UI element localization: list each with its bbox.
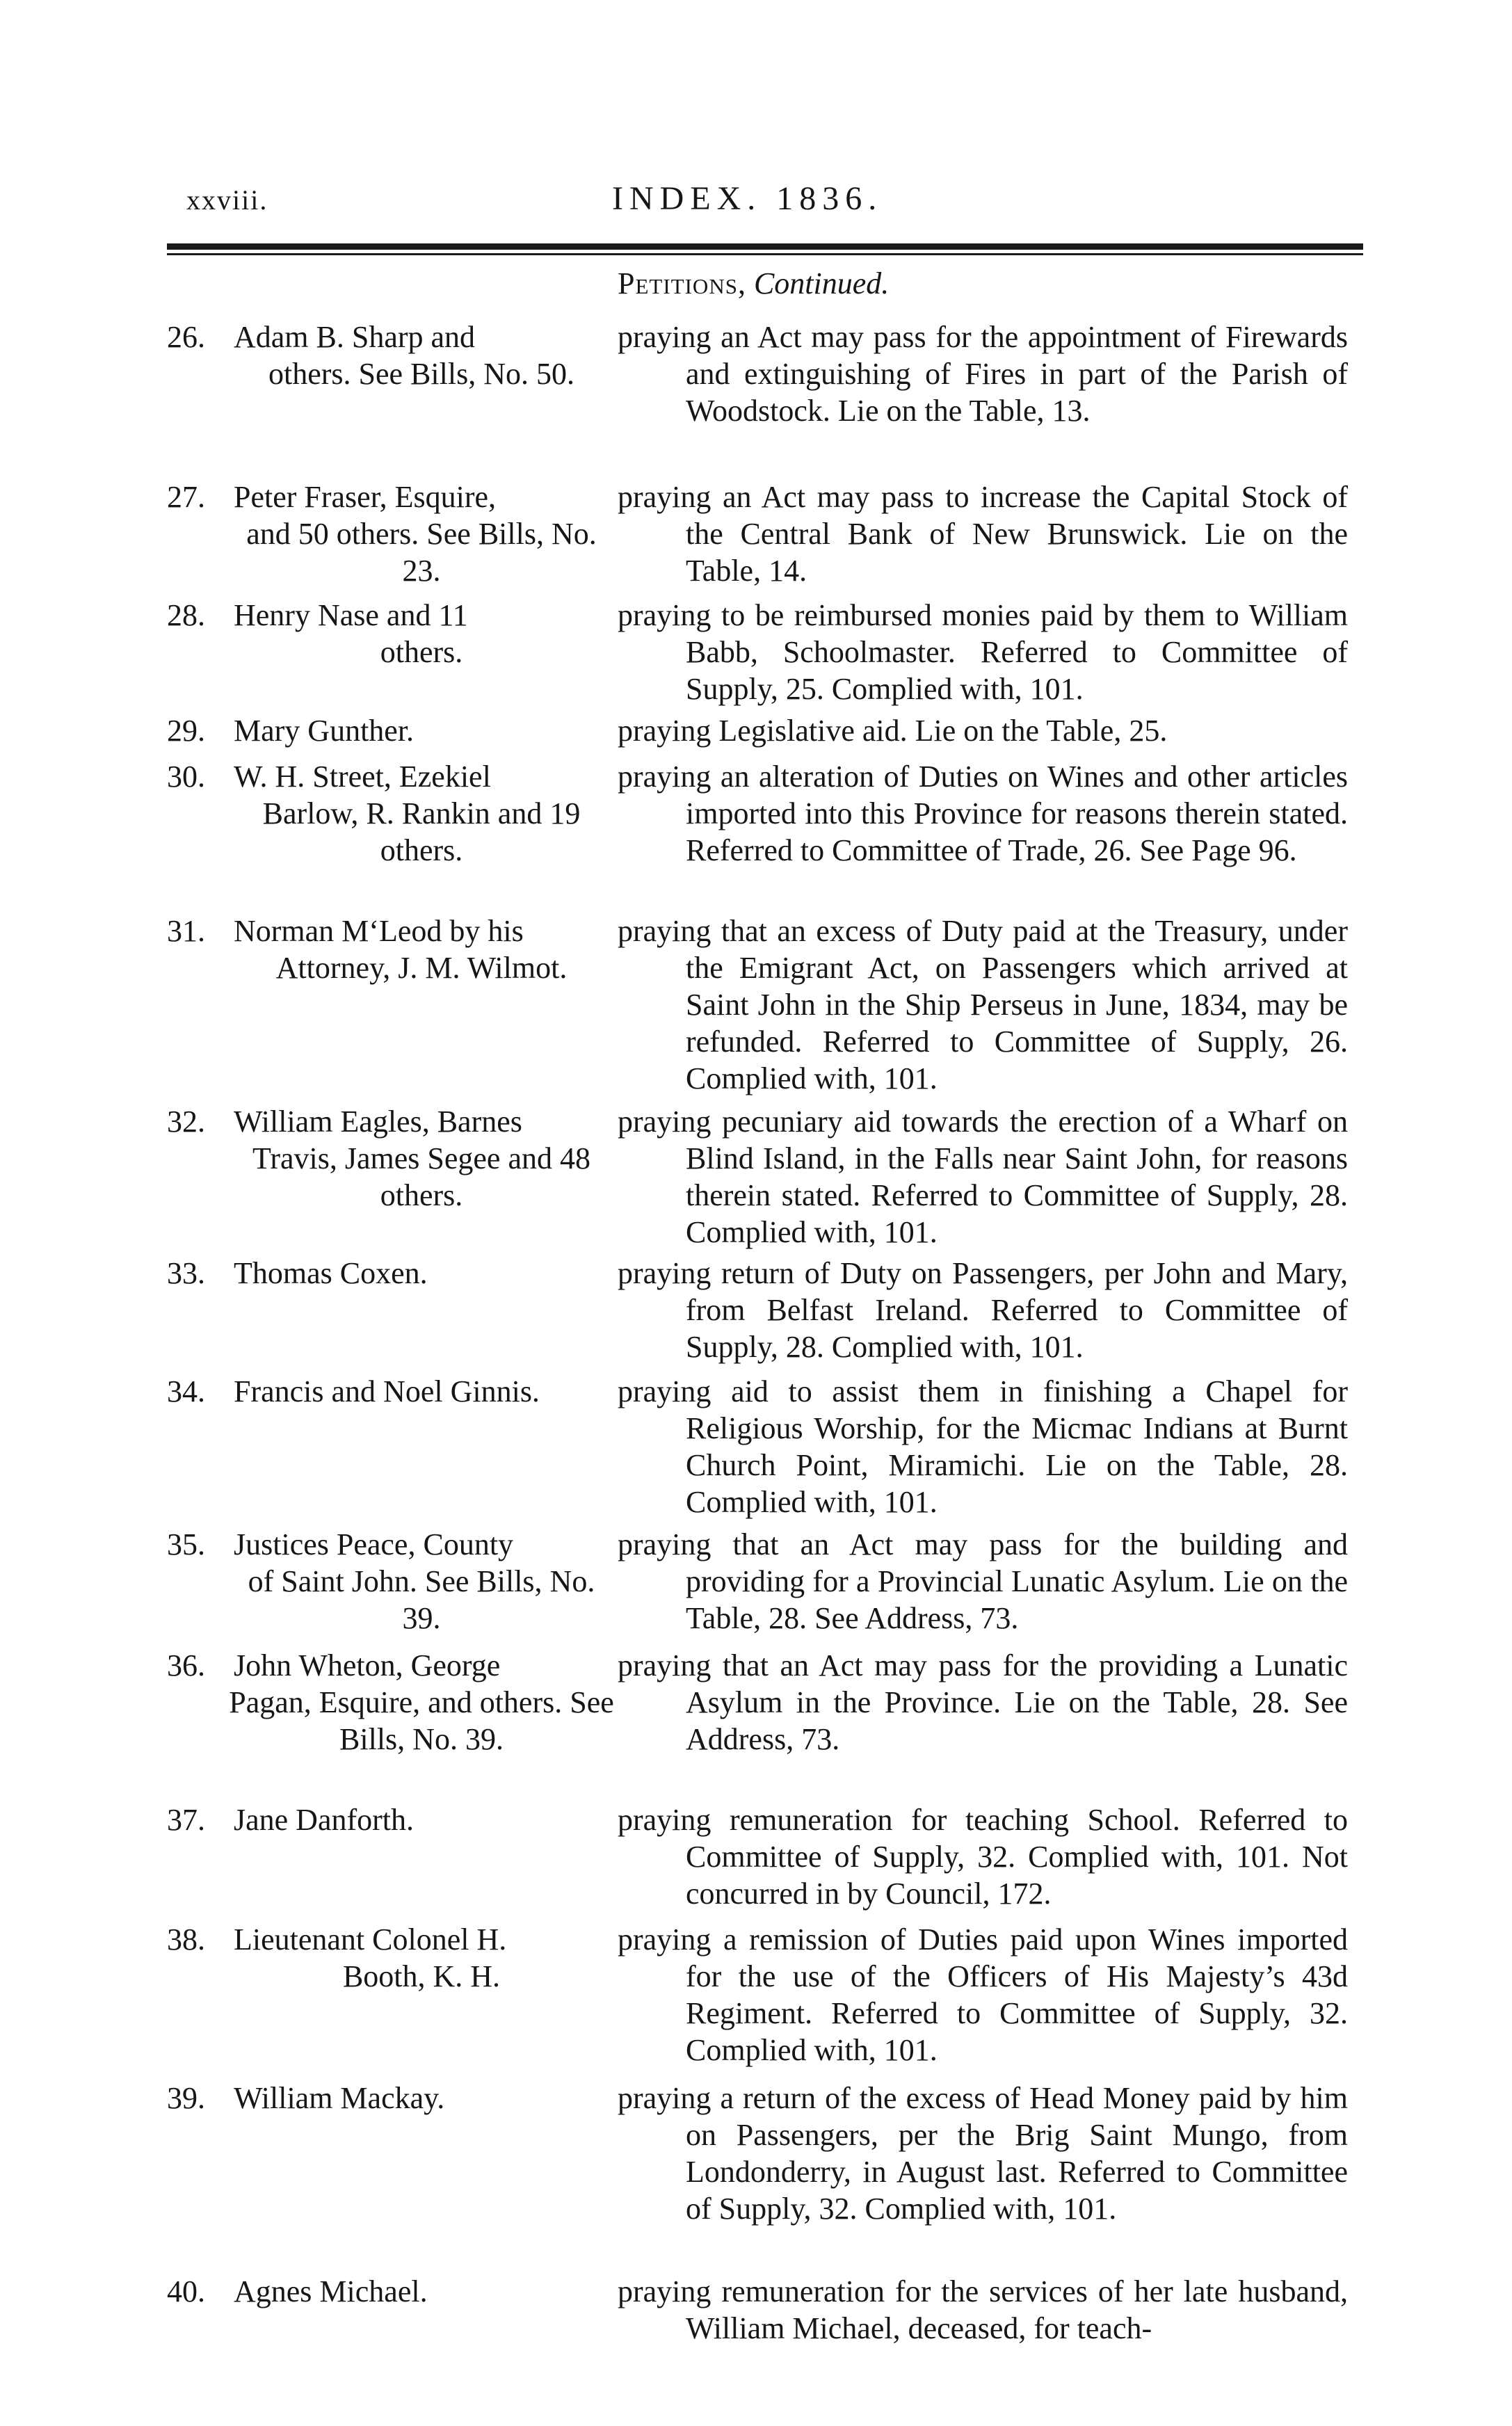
petitioner-first-line: John Wheton, George: [234, 1648, 501, 1682]
petitioner-rest: Travis, James Segee and 48 others.: [252, 1141, 590, 1212]
petitioner-first-line: Jane Danforth.: [234, 1803, 415, 1837]
entry-number: 27.: [167, 480, 205, 514]
header-rule-thin: [167, 253, 1363, 255]
petition-subject: praying that an Act may pass for the providing a Lunatic Asylum in the Province. Lie on the Table, 28. See Address, 73.: [618, 1648, 1348, 1756]
entry-number: 29.: [167, 714, 205, 748]
entry-number: 28.: [167, 598, 205, 632]
petition-subject: praying that an excess of Duty paid at the Treasury, under the Emigrant Act, on Passengers which arrived at Saint John in the Ship Perseus in June, 1834, may be refunded. Referred to Committee of Supply, 26. Complied with, 101.: [618, 914, 1348, 1095]
petitioner-rest: others. See Bills, No. 50.: [268, 357, 574, 391]
petitioner: [227, 1373, 616, 1410]
petitioner-first-line: William Mackay.: [234, 2081, 445, 2115]
petitioner: [227, 1103, 616, 1214]
petition-subject: praying a remission of Duties paid upon Wines imported for the use of the Officers of His Majesty’s 43d Regiment. Referred to Committee of Supply, 32. Complied with, 101.: [618, 1922, 1348, 2067]
petitioner-rest: and 50 others. See Bills, No. 23.: [246, 517, 597, 588]
petitioner: [227, 1647, 616, 1758]
entry-number: 37.: [167, 1803, 205, 1837]
petitioner-first-line: Mary Gunther.: [234, 714, 415, 748]
petitioner-first-line: Norman M‘Leod by his: [234, 914, 524, 948]
entry-number: 40.: [167, 2274, 205, 2308]
petitioner-first-line: Agnes Michael.: [234, 2274, 428, 2308]
petitioner-rest: Attorney, J. M. Wilmot.: [275, 951, 568, 985]
petitioner-first-line: Justices Peace, County: [234, 1527, 514, 1561]
petition-subject: praying an Act may pass for the appointment of Firewards and extinguishing of Fires in part of the Parish of Woodstock. Lie on the Table, 13.: [618, 320, 1348, 428]
entry-number: 36.: [167, 1648, 205, 1682]
entry-number: 32.: [167, 1104, 205, 1139]
petition-subject: praying an alteration of Duties on Wines and other articles imported into this Province for reasons therein stated. Referred to Committee of Trade, 26. See Page 96.: [618, 760, 1348, 867]
petition-subject: praying a return of the excess of Head Money paid by him on Passengers, per the Brig Saint Mungo, from Londonderry, in August last. Referred to Committee of Supply, 32. Complied with, 101.: [618, 2081, 1348, 2226]
entry-number: 35.: [167, 1527, 205, 1561]
page-header: [167, 179, 1349, 228]
petition-subject: praying Legislative aid. Lie on the Table, 25.: [618, 714, 1168, 748]
petition-subject: praying return of Duty on Passengers, per John and Mary, from Belfast Ireland. Referred to Committee of Supply, 28. Complied with, 101.: [618, 1256, 1348, 1364]
petition-subject: praying remuneration for teaching School. Referred to Committee of Supply, 32. Complied with, 101. Not concurred in by Council, 172.: [618, 1803, 1348, 1911]
running-title: INDEX. 1836.: [612, 180, 883, 217]
petition-subject: praying remuneration for the services of her late husband, William Michael, deceased, for teach-: [618, 2274, 1348, 2345]
petitioner-rest: Barlow, R. Rankin and 19 others.: [262, 796, 581, 867]
petition-subject: praying aid to assist them in finishing a Chapel for Religious Worship, for the Micmac Indians at Burnt Church Point, Miramichi. Lie on the Table, 28. Complied with, 101.: [618, 1374, 1348, 1519]
entry-number: 33.: [167, 1256, 205, 1290]
petition-subject: praying that an Act may pass for the building and providing for a Provincial Lunatic Asylum. Lie on the Table, 28. See Address, 73.: [618, 1527, 1348, 1635]
petitioner-first-line: Henry Nase and 11: [234, 598, 468, 632]
entry-number: 39.: [167, 2081, 205, 2115]
petition-subject: praying pecuniary aid towards the erection of a Wharf on Blind Island, in the Falls near Saint John, for reasons therein stated. Referred to Committee of Supply, 28. Complied with, 101.: [618, 1104, 1348, 1249]
petitioner-first-line: William Eagles, Barnes: [234, 1104, 522, 1139]
petitioner: [227, 319, 616, 392]
petitioner-rest: others.: [380, 635, 463, 669]
petitioner-first-line: W. H. Street, Ezekiel: [234, 760, 491, 794]
entry-number: 30.: [167, 760, 205, 794]
petitioner: [227, 1801, 616, 1838]
petitioner: [227, 1255, 616, 1292]
petitioner: [227, 597, 616, 670]
section-heading: [618, 266, 889, 302]
section-label: Petitions,: [618, 266, 746, 300]
petitioner: [227, 1526, 616, 1637]
petitioner-first-line: Lieutenant Colonel H.: [234, 1922, 507, 1957]
entry-number: 38.: [167, 1922, 205, 1957]
entry-number: 26.: [167, 320, 205, 354]
page-number: xxviii.: [186, 184, 268, 216]
petitioner-first-line: Francis and Noel Ginnis.: [234, 1374, 540, 1408]
petitioner-first-line: Peter Fraser, Esquire,: [234, 480, 497, 514]
section-continued: Continued.: [753, 266, 890, 300]
petitioner: [227, 1921, 616, 1995]
petitioner-first-line: Thomas Coxen.: [234, 1256, 428, 1290]
petition-subject: praying an Act may pass to increase the Capital Stock of the Central Bank of New Brunswick. Lie on the Table, 14.: [618, 480, 1348, 588]
petitioner: [227, 712, 616, 749]
petitioner-rest: Booth, K. H.: [342, 1959, 501, 1993]
petitioner-rest: Pagan, Esquire, and others. See Bills, No. 39.: [229, 1685, 614, 1756]
entry-number: 34.: [167, 1374, 205, 1408]
petitioner: [227, 2080, 616, 2116]
entry-number: 31.: [167, 914, 205, 948]
petitioner: [227, 2273, 616, 2310]
petitioner: [227, 758, 616, 869]
petitioner-rest: of Saint John. See Bills, No. 39.: [248, 1564, 595, 1635]
petitioner-first-line: Adam B. Sharp and: [234, 320, 476, 354]
header-rule-thick: [167, 243, 1363, 250]
petitioner: [227, 913, 616, 986]
petition-subject: praying to be reimbursed monies paid by them to William Babb, Schoolmaster. Referred to Committee of Supply, 25. Complied with, 101.: [618, 598, 1348, 706]
petitioner: [227, 479, 616, 589]
